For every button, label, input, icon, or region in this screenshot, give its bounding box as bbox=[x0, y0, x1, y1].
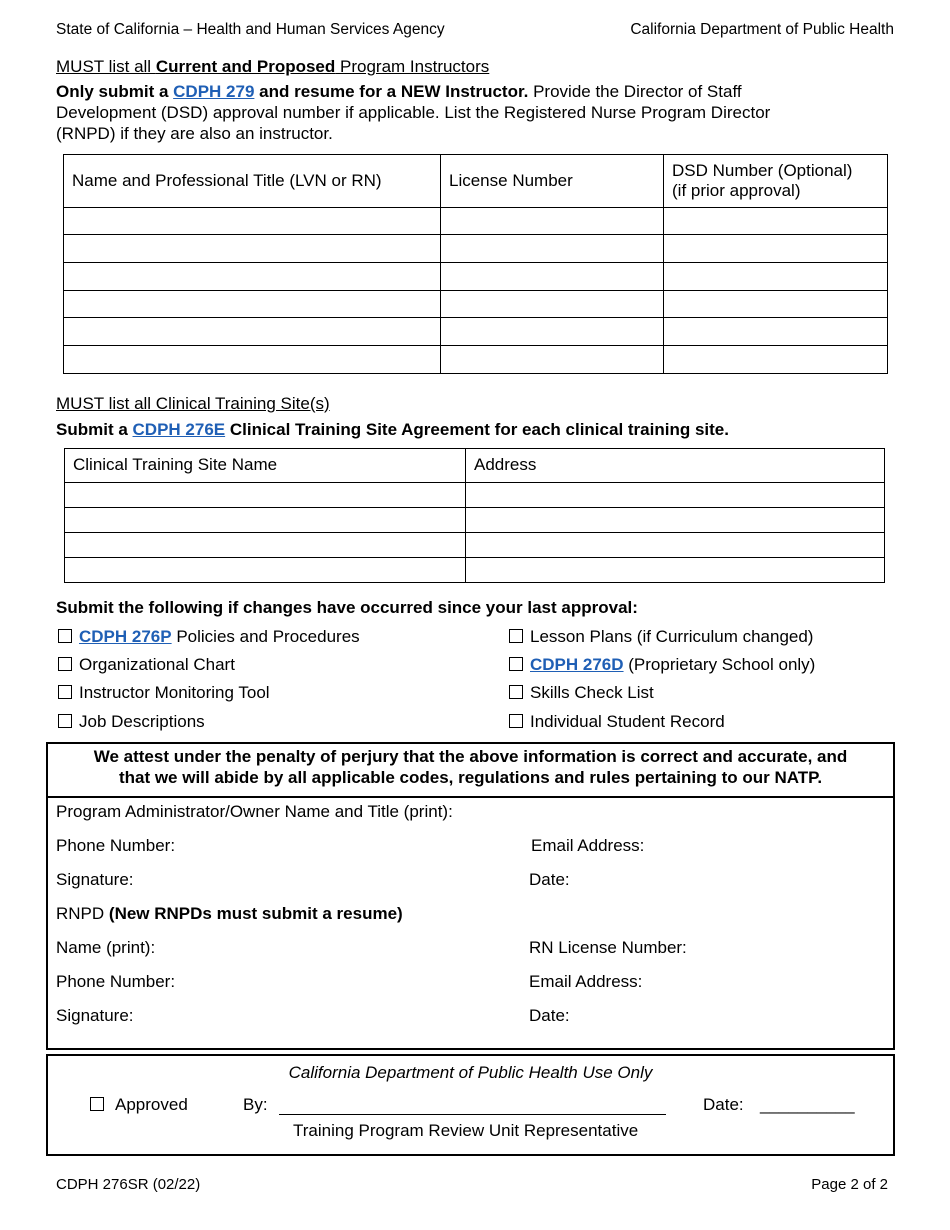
representative-signature-line[interactable] bbox=[279, 1114, 666, 1115]
form-number: CDPH 276SR (02/22) bbox=[56, 1176, 201, 1193]
table-row bbox=[64, 235, 888, 263]
table-row bbox=[65, 533, 885, 558]
license-number-cell[interactable] bbox=[441, 235, 664, 263]
col-name-title: Name and Professional Title (LVN or RN) bbox=[64, 155, 441, 208]
table-row bbox=[64, 208, 888, 235]
rnpd-date-label: Date: bbox=[529, 1006, 570, 1025]
address-cell[interactable] bbox=[466, 533, 885, 558]
by-label: By: bbox=[243, 1095, 268, 1114]
rnpd-heading: RNPD (New RNPDs must submit a resume) bbox=[56, 904, 403, 923]
site-name-cell[interactable] bbox=[65, 533, 466, 558]
rnpd-name-label: Name (print): bbox=[56, 938, 156, 957]
table-row bbox=[65, 558, 885, 583]
checkbox-icon[interactable] bbox=[509, 685, 523, 699]
dsd-number-cell[interactable] bbox=[664, 318, 888, 346]
checkbox-cdph-276d[interactable]: CDPH 276D (Proprietary School only) bbox=[509, 655, 815, 675]
dsd-number-cell[interactable] bbox=[664, 208, 888, 235]
office-date-label: Date: bbox=[703, 1095, 744, 1114]
checkbox-icon[interactable] bbox=[509, 657, 523, 671]
site-name-cell[interactable] bbox=[65, 558, 466, 583]
instructor-name-cell[interactable] bbox=[64, 263, 441, 291]
instructor-name-cell[interactable] bbox=[64, 208, 441, 235]
license-number-cell[interactable] bbox=[441, 208, 664, 235]
changes-heading: Submit the following if changes have occurred since your last approval: bbox=[56, 598, 638, 617]
office-use-title: California Department of Public Health Use Only bbox=[288, 1063, 653, 1082]
page-number: Page 2 of 2 bbox=[811, 1176, 888, 1193]
attestation-box bbox=[46, 742, 895, 1050]
table-row bbox=[64, 263, 888, 291]
checkbox-icon[interactable] bbox=[509, 629, 523, 643]
agency-header: State of California – Health and Human Services Agency bbox=[56, 21, 445, 38]
checkbox-lesson-plans[interactable]: Lesson Plans (if Curriculum changed) bbox=[509, 627, 813, 647]
checkbox-icon[interactable] bbox=[509, 714, 523, 728]
dsd-number-cell[interactable] bbox=[664, 291, 888, 318]
table-row bbox=[65, 483, 885, 508]
table-row bbox=[64, 291, 888, 318]
table-row bbox=[64, 318, 888, 346]
email-label: Email Address: bbox=[531, 836, 645, 855]
license-number-cell[interactable] bbox=[441, 346, 664, 374]
rnpd-email-label: Email Address: bbox=[529, 972, 643, 991]
license-number-cell[interactable] bbox=[441, 263, 664, 291]
checkbox-instructor-monitoring-tool[interactable]: Instructor Monitoring Tool bbox=[58, 683, 270, 703]
checkbox-icon[interactable] bbox=[58, 629, 72, 643]
cdph-279-link[interactable]: CDPH 279 bbox=[173, 82, 255, 101]
department-header: California Department of Public Health bbox=[630, 21, 894, 38]
instructor-name-cell[interactable] bbox=[64, 235, 441, 263]
rnpd-phone-label: Phone Number: bbox=[56, 972, 176, 991]
checkbox-cdph-276p[interactable]: CDPH 276P Policies and Procedures bbox=[58, 627, 360, 647]
attestation-divider bbox=[46, 796, 895, 798]
table-row bbox=[65, 508, 885, 533]
col-dsd-number: DSD Number (Optional) (if prior approval) bbox=[664, 155, 888, 208]
rn-license-label: RN License Number: bbox=[529, 938, 687, 957]
dsd-number-cell[interactable] bbox=[664, 346, 888, 374]
table-row bbox=[64, 346, 888, 374]
instructor-name-cell[interactable] bbox=[64, 291, 441, 318]
approved-checkbox[interactable]: Approved bbox=[90, 1095, 188, 1115]
dsd-number-cell[interactable] bbox=[664, 263, 888, 291]
office-date-blank[interactable]: __________ bbox=[760, 1095, 855, 1114]
address-cell[interactable] bbox=[466, 558, 885, 583]
checkbox-organizational-chart[interactable]: Organizational Chart bbox=[58, 655, 235, 675]
table-header-row bbox=[65, 449, 885, 483]
instructors-table bbox=[63, 154, 888, 374]
checkbox-skills-check-list[interactable]: Skills Check List bbox=[509, 683, 654, 703]
instructors-instructions: Only submit a CDPH 279 and resume for a NEW Instructor. Provide the Director of Staff Development (DSD) approval number if applicable. List the Registered Nurse Program Director (RNPD) if they are also an instructor. bbox=[56, 82, 771, 143]
checkbox-icon[interactable] bbox=[90, 1097, 104, 1111]
attestation-statement: We attest under the penalty of perjury that the above information is correct and accurate, and that we will abide by all applicable codes, regulations and rules pertaining to our NATP. bbox=[93, 747, 848, 787]
instructor-name-cell[interactable] bbox=[64, 318, 441, 346]
license-number-cell[interactable] bbox=[441, 318, 664, 346]
instructors-section-title: MUST list all Current and Proposed Program Instructors bbox=[56, 57, 490, 76]
table-header-row bbox=[64, 155, 888, 208]
site-name-cell[interactable] bbox=[65, 483, 466, 508]
sites-instructions: Submit a CDPH 276E Clinical Training Site Agreement for each clinical training site. bbox=[56, 420, 729, 439]
rnpd-signature-label: Signature: bbox=[56, 1006, 134, 1025]
dsd-number-cell[interactable] bbox=[664, 235, 888, 263]
checkbox-icon[interactable] bbox=[58, 714, 72, 728]
representative-caption: Training Program Review Unit Representative bbox=[293, 1121, 639, 1140]
sites-table bbox=[64, 448, 885, 583]
phone-label: Phone Number: bbox=[56, 836, 176, 855]
signature-label: Signature: bbox=[56, 870, 134, 889]
col-license-number: License Number bbox=[441, 155, 664, 208]
checkbox-job-descriptions[interactable]: Job Descriptions bbox=[58, 712, 205, 732]
license-number-cell[interactable] bbox=[441, 291, 664, 318]
address-cell[interactable] bbox=[466, 483, 885, 508]
address-cell[interactable] bbox=[466, 508, 885, 533]
checkbox-icon[interactable] bbox=[58, 685, 72, 699]
checkbox-individual-student-record[interactable]: Individual Student Record bbox=[509, 712, 725, 732]
col-address: Address bbox=[466, 449, 885, 483]
col-site-name: Clinical Training Site Name bbox=[65, 449, 466, 483]
instructor-name-cell[interactable] bbox=[64, 346, 441, 374]
sites-section-title: MUST list all Clinical Training Site(s) bbox=[56, 394, 330, 413]
checkbox-icon[interactable] bbox=[58, 657, 72, 671]
cdph-276e-link[interactable]: CDPH 276E bbox=[132, 420, 226, 439]
date-label: Date: bbox=[529, 870, 570, 889]
site-name-cell[interactable] bbox=[65, 508, 466, 533]
admin-name-label: Program Administrator/Owner Name and Title (print): bbox=[56, 802, 453, 821]
